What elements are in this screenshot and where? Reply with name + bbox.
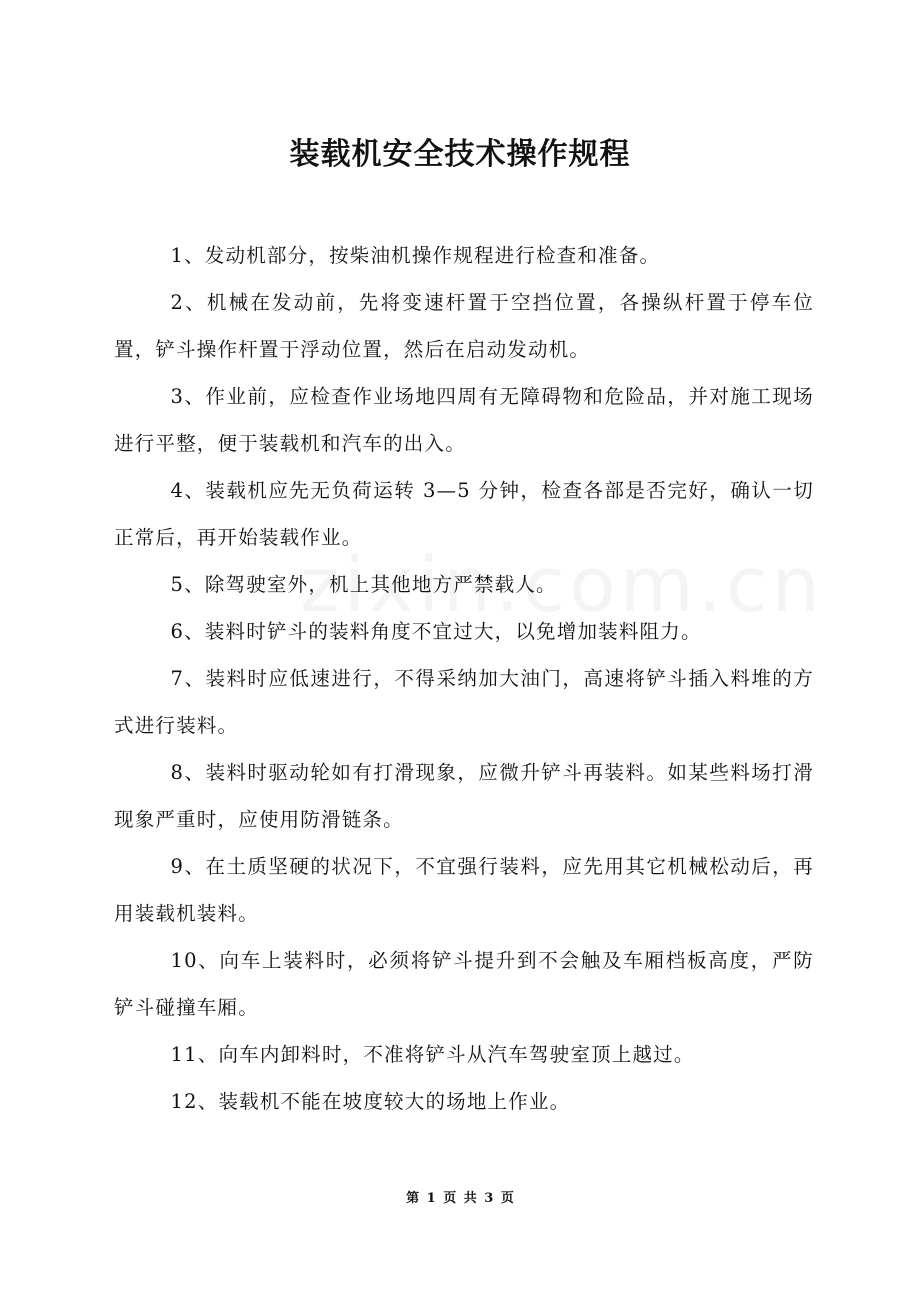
paragraph-1: 1、发动机部分，按柴油机操作规程进行检查和准备。 [170,244,661,267]
paragraph-10: 10、向车上装料时，必须将铲斗提升到不会触及车厢档板高度，严防铲斗碰撞车厢。 [114,949,814,1019]
paragraph-2: 2、机械在发动前，先将变速杆置于空挡位置，各操纵杆置于停车位置，铲斗操作杆置于浮动位置，然后在启动发动机。 [114,291,814,361]
paragraph-4: 4、装载机应先无负荷运转 3—5 分钟，检查各部是否完好，确认一切正常后，再开始装载作业。 [114,479,814,549]
paragraph-11: 11、向车内卸料时，不准将铲斗从汽车驾驶室顶上越过。 [170,1043,695,1066]
document-title: 装载机安全技术操作规程 [289,137,631,172]
paragraph-5: 5、除驾驶室外，机上其他地方严禁载人。 [170,573,557,596]
paragraph-8: 8、装料时驱动轮如有打滑现象，应微升铲斗再装料。如某些料场打滑现象严重时，应使用防滑链条。 [114,761,814,831]
document-body [114,232,814,1125]
paragraph-7: 7、装料时应低速进行，不得采纳加大油门，高速将铲斗插入料堆的方式进行装料。 [114,667,814,737]
paragraph-9: 9、在土质坚硬的状况下，不宜强行装料，应先用其它机械松动后，再用装载机装料。 [114,855,814,925]
paragraph-3: 3、作业前，应检查作业场地四周有无障碍物和危险品，并对施工现场进行平整，便于装载机和汽车的出入。 [114,385,814,455]
paragraph-6: 6、装料时铲斗的装料角度不宜过大，以免增加装料阻力。 [170,620,702,643]
paragraph-12: 12、装载机不能在坡度较大的场地上作业。 [170,1090,571,1113]
page-number-footer: 第 1 页 共 3 页 [406,1191,514,1206]
